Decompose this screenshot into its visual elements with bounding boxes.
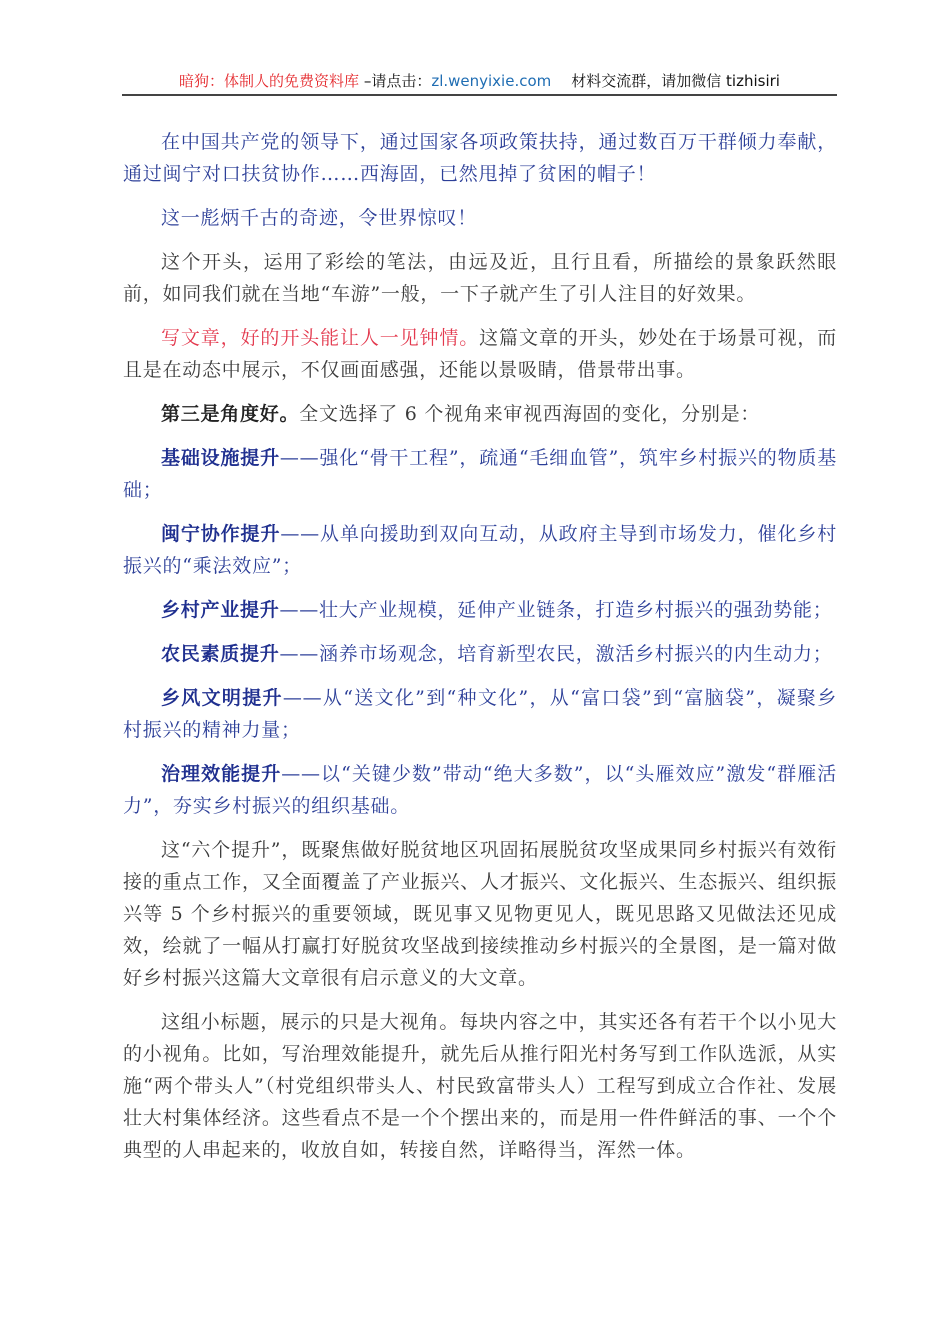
paragraph-detail: 这组小标题，展示的只是大视角。每块内容之中，其实还各有若干个以小见大的小视角。比如，写治理效能提升，就先后从推行阳光村务写到工作队选派，从实施“两个带头人”（村党组织带头人、村民致富带头人）工程写到成立合作社、发展壮大村集体经济。这些看点不是一个个摆出来的，而是用一件件鲜活的事、一个个典型的人串起来的，收放自如，转接自然，详略得当，浑然一体。	[123, 1011, 837, 1161]
list-item	[123, 518, 837, 582]
header-brand: 暗狗：体制人的免费资料库	[179, 72, 360, 90]
section-heading: 第三是角度好。	[161, 403, 300, 425]
list-item-title: 乡风文明提升	[161, 687, 283, 709]
list-item-text: ——强化“骨干工程”，疏通“毛细血管”，筑牢乡村振兴的物质基础；	[123, 447, 837, 501]
list-item-title: 农民素质提升	[161, 643, 280, 665]
header-contact: 材料交流群，请加微信 tizhisiri	[571, 72, 780, 90]
list-item-title: 闽宁协作提升	[161, 523, 281, 545]
list-item-text: ——从单向援助到双向互动，从政府主导到市场发力，催化乡村振兴的“乘法效应”；	[123, 523, 837, 577]
list-item	[123, 442, 837, 506]
list-item	[123, 594, 837, 626]
paragraph-comment-1: 这个开头，运用了彩绘的笔法，由远及近，且行且看，所描绘的景象跃然眼前，如同我们就在当地“车游”一般，一下子就产生了引人注目的好效果。	[123, 251, 837, 305]
paragraph-summary: 这“六个提升”，既聚焦做好脱贫地区巩固拓展脱贫攻坚成果同乡村振兴有效衔接的重点工作，又全面覆盖了产业振兴、人才振兴、文化振兴、生态振兴、组织振兴等 5 个乡村振兴的重要领域，既见事又见物更见人，既见思路又见做法还见成效，绘就了一幅从打赢打好脱贫攻坚战到接续推动乡村振兴的全景图，是一篇对做好乡村振兴这篇大文章很有启示意义的大文章。	[123, 839, 837, 989]
list-item	[123, 638, 837, 670]
paragraph-comment-2	[123, 322, 837, 386]
paragraph-text: 这篇文章的开头，妙处在于场景可视，而且是在动态中展示，不仅画面感强，还能以景吸睛，借景带出事。	[123, 327, 837, 381]
page-header	[122, 68, 837, 96]
list-item	[123, 758, 837, 822]
list-item	[123, 682, 837, 746]
header-link[interactable]: zl.wenyixie.com	[431, 72, 552, 90]
paragraph-text: 全文选择了 6 个视角来审视西海固的变化，分别是：	[299, 403, 761, 425]
list-item-title: 治理效能提升	[161, 763, 282, 785]
paragraph-quote-2: 这一彪炳千古的奇迹，令世界惊叹！	[161, 207, 478, 229]
paragraph-quote-1: 在中国共产党的领导下，通过国家各项政策扶持，通过数百万干群倾力奉献，通过闽宁对口扶贫协作……西海固，已然甩掉了贫困的帽子！	[123, 131, 837, 185]
list-item-text: ——从“送文化”到“种文化”，从“富口袋”到“富脑袋”，凝聚乡村振兴的精神力量；	[123, 687, 837, 741]
list-item-title: 乡村产业提升	[161, 599, 280, 621]
paragraph-angle-intro	[123, 398, 837, 430]
list-item-title: 基础设施提升	[161, 447, 280, 469]
list-item-text: ——涵养市场观念，培育新型农民，激活乡村振兴的内生动力；	[279, 643, 833, 665]
header-prompt: –请点击：	[359, 72, 432, 90]
document-body	[123, 126, 837, 1178]
highlight-text: 写文章，好的开头能让人一见钟情。	[161, 327, 480, 349]
list-item-text: ——以“关键少数”带动“绝大多数”，以“头雁效应”激发“群雁活力”，夯实乡村振兴的组织基础。	[123, 763, 837, 817]
list-item-text: ——壮大产业规模，延伸产业链条，打造乡村振兴的强劲势能；	[279, 599, 833, 621]
